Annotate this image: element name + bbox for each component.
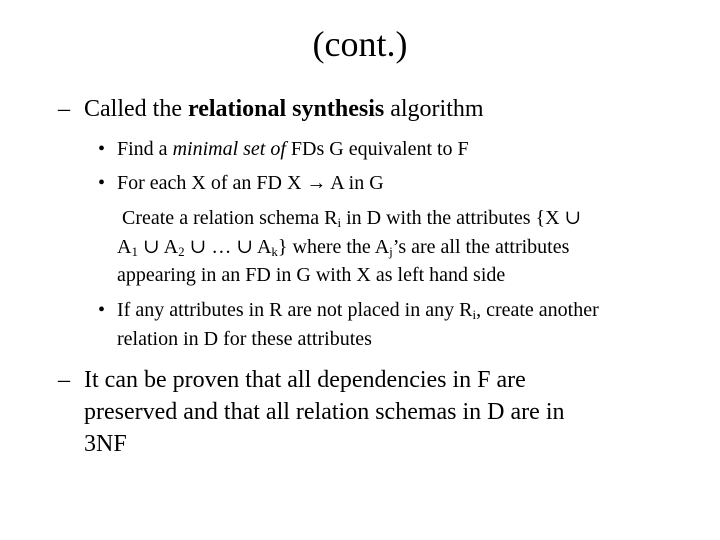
subitem-text: , create another [476,299,599,321]
subitem-text: ∪ … ∪ A [184,236,272,258]
subitem-for-each-fd: For each X of an FD X → A in G [117,172,384,194]
subitem-text: in D with the attributes {X ∪ [341,207,582,229]
subscript: j [389,244,393,259]
dash-marker: – [58,367,70,393]
subscript: 2 [178,244,185,259]
bullet-marker: • [98,299,106,321]
subitem-italic-term: minimal set of [172,138,286,160]
item-text: algorithm [384,96,484,122]
bullet-marker: • [98,138,106,160]
slide-title: (cont.) [312,24,408,64]
dash-marker: – [58,96,70,122]
subitem-text: ’s are all the attributes [392,236,570,258]
bullet-marker: • [98,172,106,194]
subitem-text: Find a [117,138,173,160]
item-proof-line: It can be proven that all dependencies in F are [84,367,526,393]
subitem-text: FDs G equivalent to F [285,138,469,160]
item-bold-term: relational synthesis [187,96,385,122]
subitem-text: } where the A [277,236,390,258]
subscript: k [271,244,278,259]
subitem-text: Create a relation schema R [122,207,338,229]
subscript: 1 [131,244,138,259]
subitem-continuation-line [122,205,581,231]
subitem-text: A [117,236,132,258]
subscript: i [337,215,342,230]
item-proof-line: preserved and that all relation schemas in D are in [84,399,565,425]
subitem-continuation-line: relation in D for these attributes [117,328,372,350]
item-text: Called the [84,96,188,122]
subitem-continuation-line: appearing in an FD in G with X as left hand side [117,264,506,286]
subitem-continuation-line [117,234,569,260]
subitem-text: If any attributes in R are not placed in any R [117,299,473,321]
subitem-text: ∪ A [137,236,179,258]
subitem-unplaced-attributes [117,297,599,323]
subscript: i [472,307,477,322]
item-relational-synthesis [84,94,484,124]
item-proof-line: 3NF [84,431,127,457]
subitem-minimal-set [117,136,469,162]
